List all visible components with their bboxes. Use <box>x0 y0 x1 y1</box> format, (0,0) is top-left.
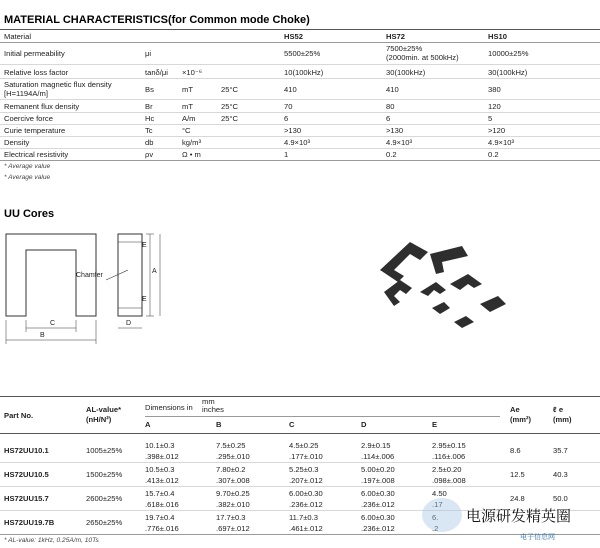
watermark-text: 电源研发精英圈 <box>466 507 572 525</box>
part-dim-c-inch: .177±.010 <box>289 452 323 461</box>
col-header-inches: inches <box>202 405 224 414</box>
material-row-hs10: 5 <box>488 114 493 123</box>
material-row-unit: kg/m³ <box>182 138 201 147</box>
parts-footnote: * AL-value: 1kHz, 0.25A/m, 10Ts <box>4 537 99 544</box>
col-header-al-unit: (nH/N²) <box>86 415 112 424</box>
part-dim-d: 6.00±0.30 <box>361 513 395 522</box>
material-row-name: Density <box>4 138 30 147</box>
part-dim-e: 4.50 <box>432 489 447 498</box>
material-row-name: Remanent flux density <box>4 102 80 111</box>
material-row-hs72: 0.2 <box>386 150 397 159</box>
part-number: HS72UU19.7B <box>4 518 55 527</box>
part-dim-b-inch: .295±.010 <box>216 452 250 461</box>
divider <box>0 64 600 65</box>
part-ae: 8.6 <box>510 446 521 455</box>
material-row-hs10: 10000±25% <box>488 49 529 58</box>
uu-core-drawing <box>0 224 180 354</box>
part-dim-e: 2.5±0.20 <box>432 465 462 474</box>
part-le: 35.7 <box>553 446 568 455</box>
col-header-b: B <box>216 420 222 429</box>
part-dim-c: 4.5±0.25 <box>289 441 319 450</box>
material-row-name: Saturation magnetic flux density <box>4 80 112 89</box>
part-dim-d: 5.00±0.20 <box>361 465 395 474</box>
part-number: HS72UU10.5 <box>4 470 49 479</box>
material-row-unit: mT <box>182 102 193 111</box>
part-dim-c: 5.25±0.3 <box>289 465 319 474</box>
divider <box>0 124 600 125</box>
material-note: * Average value <box>4 163 51 170</box>
part-dim-b: 17.7±0.3 <box>216 513 246 522</box>
uu-title: UU Cores <box>4 208 55 220</box>
part-number: HS72UU10.1 <box>4 446 49 455</box>
material-row-symbol: tanδ/μi <box>145 68 168 77</box>
part-dim-d: 2.9±0.15 <box>361 441 391 450</box>
part-dim-a-inch: .398±.012 <box>145 452 179 461</box>
material-row-hs72: 7500±25% <box>386 44 423 53</box>
divider <box>0 29 600 30</box>
part-dim-d-inch: .114±.006 <box>361 452 395 461</box>
material-row-hs72: 30(100kHz) <box>386 68 426 77</box>
material-row-condition: 25°C <box>221 102 238 111</box>
part-al: 2650±25% <box>86 518 123 527</box>
material-row-hs52: 410 <box>284 85 297 94</box>
part-al: 1500±25% <box>86 470 123 479</box>
part-al: 2600±25% <box>86 494 123 503</box>
material-row-hs10: 380 <box>488 85 501 94</box>
part-dim-d-inch: .236±.012 <box>361 500 395 509</box>
divider <box>145 416 500 417</box>
material-note: * Average value <box>4 174 51 181</box>
part-dim-a: 10.1±0.3 <box>145 441 175 450</box>
material-row-unit: Ω • m <box>182 150 201 159</box>
dim-label-e: E <box>142 242 147 249</box>
chamfer-label: Chamfer <box>76 272 103 279</box>
material-row-hs52: 1 <box>284 150 289 159</box>
dim-label-d: D <box>126 320 132 327</box>
part-number: HS72UU15.7 <box>4 494 49 503</box>
part-dim-a-inch: .618±.016 <box>145 500 179 509</box>
uu-core-product-image <box>370 232 510 352</box>
col-header-e: E <box>432 420 438 429</box>
part-dim-d: 6.00±0.30 <box>361 489 395 498</box>
col-header-dimensions: Dimensions in <box>145 403 193 412</box>
part-dim-b: 9.70±0.25 <box>216 489 250 498</box>
part-al: 1005±25% <box>86 446 123 455</box>
part-dim-b: 7.5±0.25 <box>216 441 246 450</box>
material-row-symbol: Hc <box>145 114 155 123</box>
part-dim-c: 11.7±0.3 <box>289 513 318 522</box>
col-header-al: AL-value* <box>86 405 122 414</box>
material-header-hs10: HS10 <box>488 32 507 41</box>
part-ae: 12.5 <box>510 470 525 479</box>
material-row-hs52: 4.9×10³ <box>284 138 310 147</box>
part-dim-a: 15.7±0.4 <box>145 489 175 498</box>
material-row-symbol: Br <box>145 102 153 111</box>
material-row-symbol: Tc <box>145 126 153 135</box>
part-dim-e-inch: .17 <box>432 500 443 509</box>
part-dim-a-inch: .413±.012 <box>145 476 179 485</box>
material-row-symbol: Bs <box>145 85 154 94</box>
material-header-hs52: HS52 <box>284 32 303 41</box>
material-row-hs10: >120 <box>488 126 506 135</box>
dim-label-e: E <box>142 296 147 303</box>
col-header-le-unit: (mm) <box>553 415 572 424</box>
part-dim-b-inch: .382±.010 <box>216 500 250 509</box>
material-row-name: Relative loss factor <box>4 68 69 77</box>
material-row-hs52: 5500±25% <box>284 49 321 58</box>
material-row-hs52: 6 <box>284 114 289 123</box>
material-row-unit: ×10⁻⁶ <box>182 68 203 77</box>
part-dim-d-inch: .236±.012 <box>361 524 395 533</box>
part-dim-e: 6. <box>432 513 439 522</box>
part-ae: 24.8 <box>510 494 525 503</box>
material-row-condition: 25°C <box>221 85 238 94</box>
part-dim-c-inch: .236±.012 <box>289 500 323 509</box>
part-dim-c-inch: .461±.012 <box>289 524 323 533</box>
material-row-hs10: 120 <box>488 102 501 111</box>
col-header-d: D <box>361 420 367 429</box>
part-dim-b-inch: .697±.012 <box>216 524 250 533</box>
material-row-name-condition: [H=1194A/m] <box>4 89 48 98</box>
material-row-name: Initial permeability <box>4 49 65 58</box>
divider <box>0 396 600 397</box>
part-le: 40.3 <box>553 470 568 479</box>
material-row-hs72: >130 <box>386 126 404 135</box>
part-dim-e-inch: .116±.006 <box>432 452 466 461</box>
material-row-hs10: 30(100kHz) <box>488 68 528 77</box>
material-row-hs72: 80 <box>386 102 395 111</box>
watermark-subtext: 电子信息网 <box>520 533 555 541</box>
divider <box>0 42 600 43</box>
material-row-unit: °C <box>182 126 191 135</box>
part-dim-e-inch: .098±.008 <box>432 476 466 485</box>
material-row-hs52: >130 <box>284 126 302 135</box>
col-header-ae-unit: (mm²) <box>510 415 532 424</box>
material-row-name: Curie temperature <box>4 126 66 135</box>
divider <box>0 136 600 137</box>
material-title: MATERIAL CHARACTERISTICS(for Common mode Choke) <box>4 14 310 26</box>
col-header-part: Part No. <box>4 411 34 420</box>
col-header-le: ℓ e <box>553 405 564 414</box>
part-dim-d-inch: .197±.008 <box>361 476 395 485</box>
material-row-hs10: 0.2 <box>488 150 499 159</box>
material-row-hs72: 410 <box>386 85 399 94</box>
material-row-hs72: 4.9×10³ <box>386 138 412 147</box>
divider <box>0 433 600 434</box>
watermark-logo <box>422 498 462 532</box>
dim-label-a: A <box>152 268 157 275</box>
part-dim-e-inch: .2 <box>432 524 439 533</box>
material-row-unit: A/m <box>182 114 196 123</box>
col-header-c: C <box>289 420 295 429</box>
material-row-symbol: μi <box>145 49 152 58</box>
part-dim-e: 2.95±0.15 <box>432 441 466 450</box>
divider <box>0 112 600 113</box>
dim-label-b: B <box>40 332 45 339</box>
material-row-hs52: 70 <box>284 102 293 111</box>
material-row-hs52: 10(100kHz) <box>284 68 324 77</box>
part-dim-b-inch: .307±.008 <box>216 476 250 485</box>
col-header-mm: mm <box>202 397 215 406</box>
material-row-hs10: 4.9×10³ <box>488 138 514 147</box>
part-dim-b: 7.80±0.2 <box>216 465 246 474</box>
col-header-a: A <box>145 420 151 429</box>
material-header-hs72: HS72 <box>386 32 405 41</box>
part-dim-c-inch: .207±.012 <box>289 476 323 485</box>
divider <box>0 160 600 161</box>
col-header-ae: Ae <box>510 405 520 414</box>
divider <box>0 486 600 487</box>
divider <box>0 462 600 463</box>
divider <box>0 78 600 79</box>
material-header-label: Material <box>4 32 32 41</box>
material-row-symbol: db <box>145 138 154 147</box>
material-row-name: Electrical resistivity <box>4 150 69 159</box>
divider <box>0 99 600 100</box>
part-dim-a: 19.7±0.4 <box>145 513 175 522</box>
part-le: 50.0 <box>553 494 568 503</box>
material-row-condition: 25°C <box>221 114 238 123</box>
part-dim-c: 6.00±0.30 <box>289 489 323 498</box>
material-row-hs72-note: (2000min. at 500kHz) <box>386 53 459 62</box>
divider <box>0 534 600 535</box>
part-dim-a-inch: .776±.016 <box>145 524 179 533</box>
material-row-name: Coercive force <box>4 114 53 123</box>
divider <box>0 148 600 149</box>
part-dim-a: 10.5±0.3 <box>145 465 175 474</box>
material-row-unit: mT <box>182 85 193 94</box>
dim-label-c: C <box>50 320 56 327</box>
material-row-symbol: ρv <box>145 150 154 159</box>
material-row-hs72: 6 <box>386 114 391 123</box>
